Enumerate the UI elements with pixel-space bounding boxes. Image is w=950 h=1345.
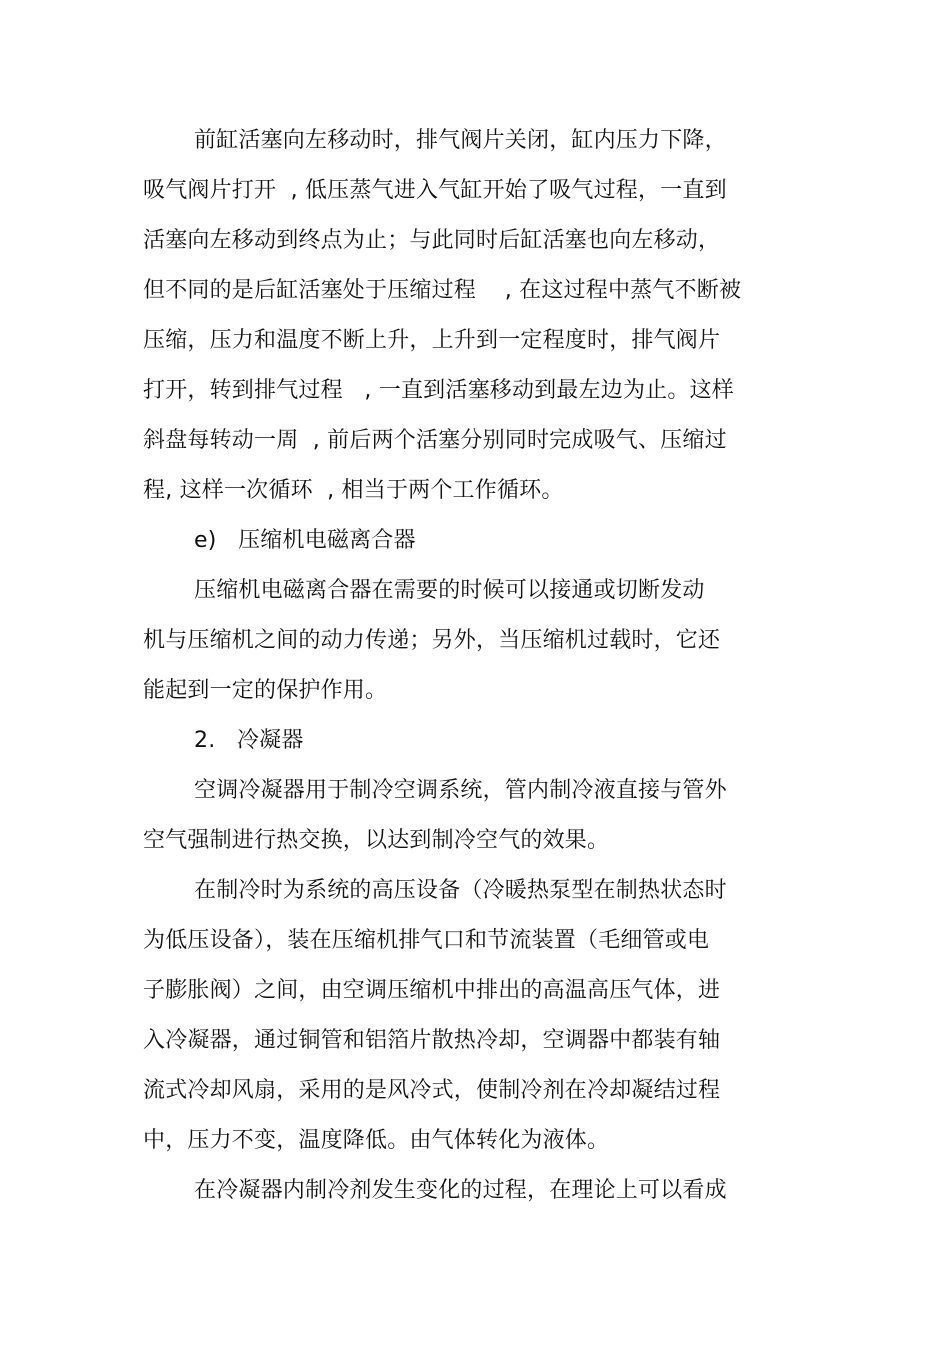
section-heading: e) 压缩机电磁离合器 [194,528,416,553]
text-line: 但不同的是后缸活塞处于压缩过程 , 在这过程中蒸气不断被 [143,278,742,303]
text-line: 在冷凝器内制冷剂发生变化的过程，在理论上可以看成 [194,1178,727,1203]
text-line: 压缩机电磁离合器在需要的时候可以接通或切断发动 [194,578,705,603]
text-line: 为低压设备），装在压缩机排气口和节流装置（毛细管或电 [143,928,710,953]
section-heading: 2. 冷凝器 [194,728,304,753]
text-line: 中，压力不变，温度降低。由气体转化为液体。 [143,1128,610,1153]
text-line: 吸气阀片打开 , 低压蒸气进入气缸开始了吸气过程，一直到 [143,178,727,203]
text-line: 前缸活塞向左移动时，排气阀片关闭，缸内压力下降， [194,128,727,153]
text-line: 程, 这样一次循环 , 相当于两个工作循环。 [143,478,564,503]
text-line: 斜盘每转动一周 , 前后两个活塞分别同时完成吸气、压缩过 [143,428,727,453]
text-line: 空调冷凝器用于制冷空调系统，管内制冷液直接与管外 [194,778,727,803]
text-line: 空气强制进行热交换，以达到制冷空气的效果。 [143,828,610,853]
text-line: 机与压缩机之间的动力传递；另外，当压缩机过载时，它还 [143,628,721,653]
text-line: 活塞向左移动到终点为止；与此同时后缸活塞也向左移动， [143,228,721,253]
text-line: 流式冷却风扇，采用的是风冷式，使制冷剂在冷却凝结过程 [143,1078,721,1103]
text-line: 压缩，压力和温度不断上升，上升到一定程度时，排气阀片 [143,328,721,353]
text-line: 能起到一定的保护作用。 [143,678,388,703]
text-line: 打开，转到排气过程 , 一直到活塞移动到最左边为止。这样 [143,378,734,403]
text-line: 在制冷时为系统的高压设备（冷暖热泵型在制热状态时 [194,878,727,903]
text-line: 入冷凝器，通过铜管和铝箔片散热冷却，空调器中都装有轴 [143,1028,721,1053]
text-line: 子膨胀阀）之间，由空调压缩机中排出的高温高压气体，进 [143,978,721,1003]
